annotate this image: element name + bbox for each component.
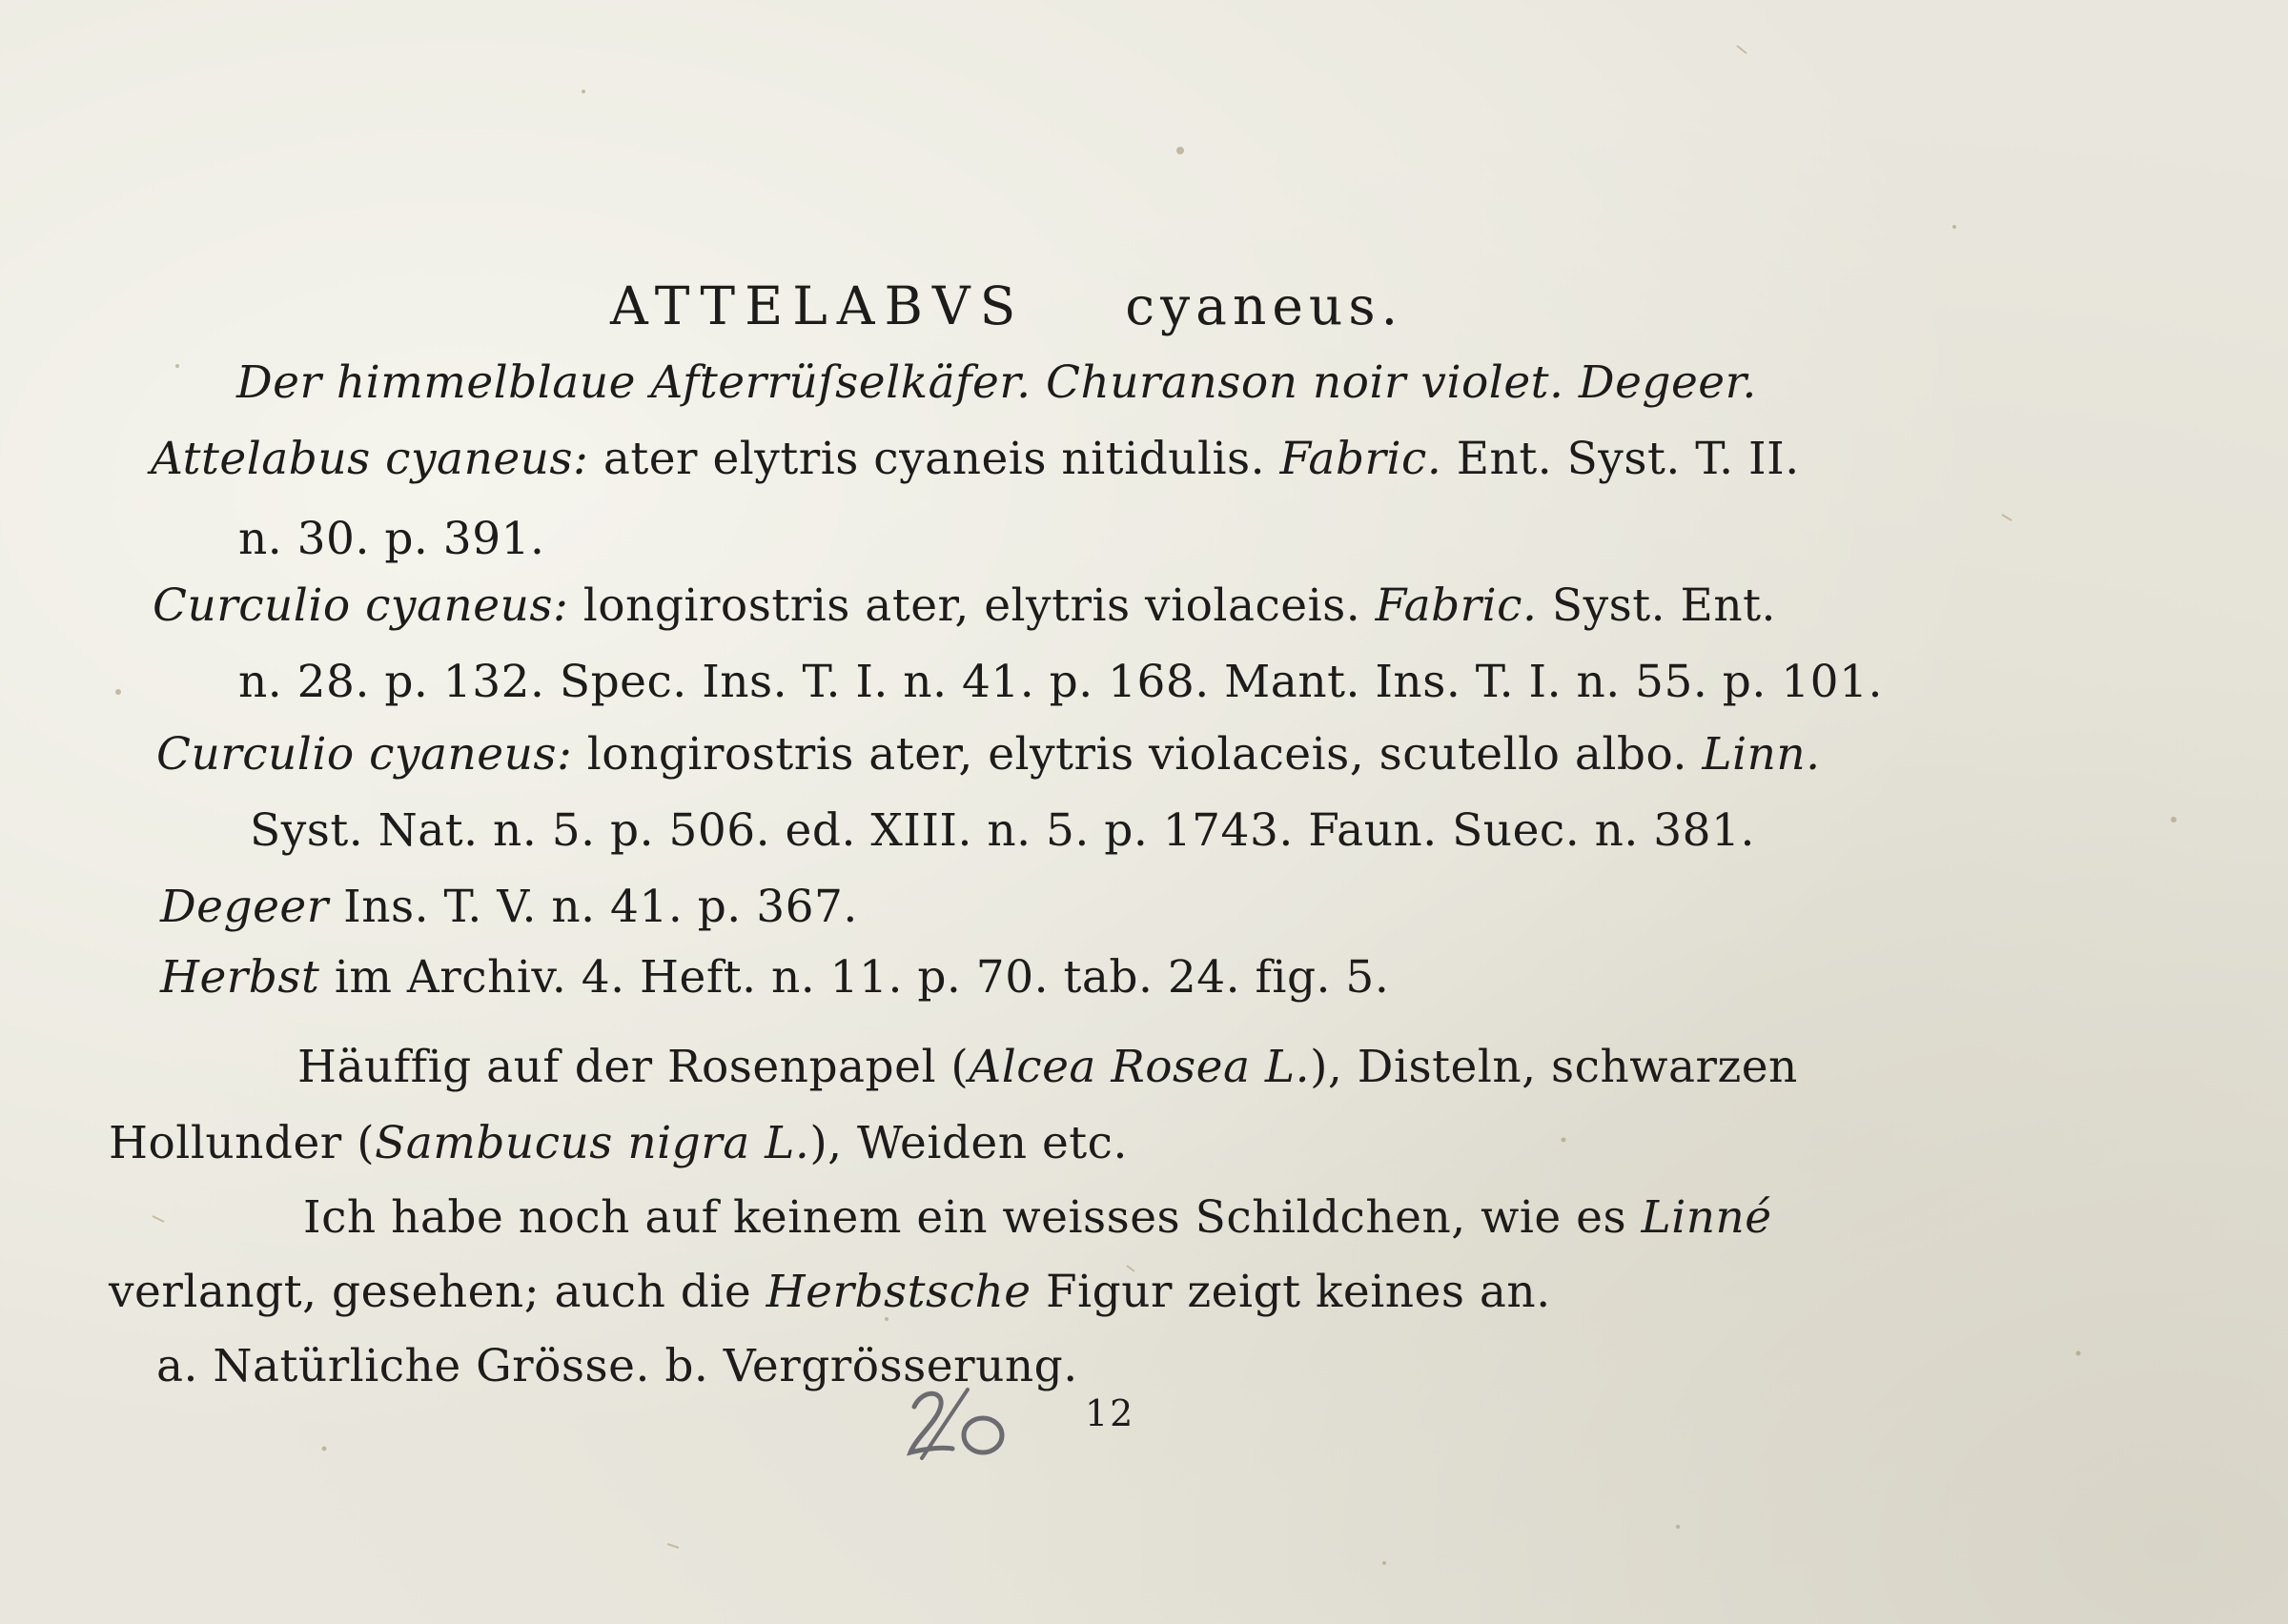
- text-segment: longirostris ater, elytris violaceis, scutello albo.: [586, 728, 1703, 781]
- text-line-ref-herbst: [160, 949, 1389, 1006]
- italic-segment: Herbst: [160, 951, 320, 1004]
- text-line-ref-fabric-syst-2: [238, 654, 1883, 711]
- text-line-ref-linn-2: [250, 802, 1755, 860]
- text-segment: a. Natürliche Grösse. b. Vergrösserung.: [156, 1340, 1078, 1392]
- text-segment: verlangt, gesehen; auch die: [109, 1266, 766, 1318]
- italic-segment: Alcea Rosea L.: [969, 1041, 1311, 1093]
- handwritten-pencil-note: [901, 1382, 1015, 1468]
- text-line-para2-line1: [303, 1189, 1772, 1247]
- italic-segment: Linn.: [1702, 728, 1821, 781]
- text-line-ref-linn-1: [156, 726, 1821, 783]
- text-line-para2-line2: [109, 1264, 1551, 1321]
- italic-segment: Sambucus nigra L.: [375, 1117, 810, 1169]
- text-line-ref-fabric-syst-1: [153, 578, 1776, 635]
- text-segment: ), Weiden etc.: [809, 1117, 1128, 1169]
- text-segment: ater elytris cyaneis nitidulis.: [603, 433, 1280, 485]
- italic-segment: Degeer: [160, 881, 329, 933]
- genus-name: ATTELABVS: [610, 275, 1026, 336]
- text-segment: Syst. Ent.: [1537, 579, 1776, 632]
- text-segment: Häuffig auf der Rosenpapel (: [297, 1041, 970, 1093]
- text-segment: Ent. Syst. T. II.: [1441, 433, 1800, 485]
- text-line-para1-line1: [297, 1039, 1798, 1096]
- text-line-para1-line2: [109, 1115, 1128, 1172]
- text-segment: longirostris ater, elytris violaceis.: [582, 579, 1376, 632]
- text-line-ref-fabric-ent-1: [151, 431, 1800, 488]
- text-segment: Ins. T. V. n. 41. p. 367.: [328, 881, 858, 933]
- text-segment: n. 30. p. 391.: [238, 513, 545, 565]
- text-line-ref-fabric-ent-2: [238, 511, 544, 568]
- species-name: cyaneus.: [1125, 275, 1404, 336]
- italic-segment: Der himmelblaue Afterrüſselkäfer. Churanson noir violet. Degeer.: [236, 356, 1757, 409]
- text-segment: Hollunder (: [109, 1117, 376, 1169]
- text-segment: n. 28. p. 132. Spec. Ins. T. I. n. 41. p. 168. Mant. Ins. T. I. n. 55. p. 101.: [238, 656, 1883, 708]
- italic-segment: Herbstsche: [766, 1266, 1032, 1318]
- italic-segment: Fabric.: [1279, 433, 1442, 485]
- text-segment: Ich habe noch auf keinem ein weisses Schildchen, wie es: [303, 1191, 1642, 1244]
- text-segment: Syst. Nat. n. 5. p. 506. ed. XIII. n. 5. p. 1743. Faun. Suec. n. 381.: [250, 804, 1755, 857]
- text-line-common-names: [236, 355, 1757, 412]
- page-number: 12: [1085, 1392, 1135, 1434]
- text-segment: im Archiv. 4. Heft. n. 11. p. 70. tab. 24. fig. 5.: [319, 951, 1390, 1004]
- italic-segment: Linné: [1641, 1191, 1772, 1244]
- italic-segment: Curculio cyaneus:: [156, 728, 587, 781]
- text-segment: Figur zeigt keines an.: [1031, 1266, 1551, 1318]
- species-heading: [610, 273, 1403, 339]
- italic-segment: Curculio cyaneus:: [153, 579, 583, 632]
- italic-segment: Attelabus cyaneus:: [151, 433, 603, 485]
- italic-segment: Fabric.: [1375, 579, 1538, 632]
- text-segment: ), Disteln, schwarzen: [1310, 1041, 1798, 1093]
- text-line-ref-degeer: [160, 879, 858, 936]
